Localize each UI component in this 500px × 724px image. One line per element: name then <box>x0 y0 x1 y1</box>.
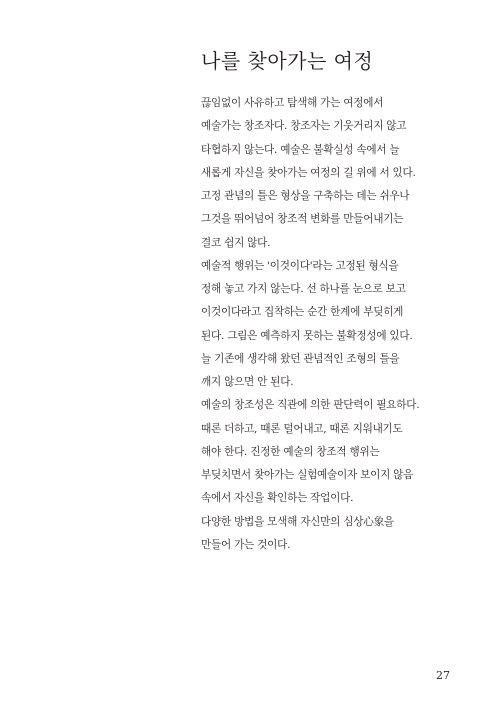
page-number: 27 <box>436 669 450 682</box>
body-line: 부딪치면서 찾아가는 실험예술이자 보이지 않음 <box>201 469 414 481</box>
body-line: 고정 관념의 틀은 형상을 구축하는 데는 쉬우나 <box>201 190 410 202</box>
body-line: 속에서 자신을 확인하는 작업이다. <box>201 492 354 505</box>
body-text <box>201 92 446 557</box>
body-line: 예술의 창조성은 직관에 의한 판단력이 필요하다. <box>201 399 420 412</box>
body-line: 만들어 가는 것이다. <box>201 538 291 551</box>
body-line: 예술적 행위는 '이것이다'라는 고정된 형식을 <box>201 259 399 272</box>
body-line: 다양한 방법을 모색해 자신만의 심상心象을 <box>201 515 394 528</box>
body-line: 결코 쉽지 않다. <box>201 236 271 249</box>
body-line: 새롭게 자신을 찾아가는 여정의 길 위에 서 있다. <box>201 166 416 179</box>
body-line: 타협하지 않는다. 예술은 불확실성 속에서 늘 <box>201 143 400 156</box>
body-line: 때론 더하고, 때론 덜어내고, 때론 지워내기도 <box>201 422 403 435</box>
page-title: 나를 찾아가는 여정 <box>201 49 374 73</box>
body-line: 된다. 그림은 예측하지 못하는 불확정성에 있다. <box>201 329 413 342</box>
body-line: 이것이다라고 집착하는 순간 한계에 부딪히게 <box>201 306 404 319</box>
body-line: 깨지 않으면 안 된다. <box>201 376 294 388</box>
body-line: 정해 놓고 가지 않는다. 선 하나를 눈으로 보고 <box>201 283 406 295</box>
body-line: 해야 한다. 진정한 예술의 창조적 행위는 <box>201 445 380 458</box>
body-line: 늘 기존에 생각해 왔던 관념적인 조형의 틀을 <box>201 352 400 365</box>
body-line: 그것을 뛰어넘어 창조적 변화를 만들어내기는 <box>201 213 404 226</box>
body-line: 예술가는 창조자다. 창조자는 기웃거리지 않고 <box>201 120 407 133</box>
body-line: 끊임없이 사유하고 탐색해 가는 여정에서 <box>201 97 384 109</box>
